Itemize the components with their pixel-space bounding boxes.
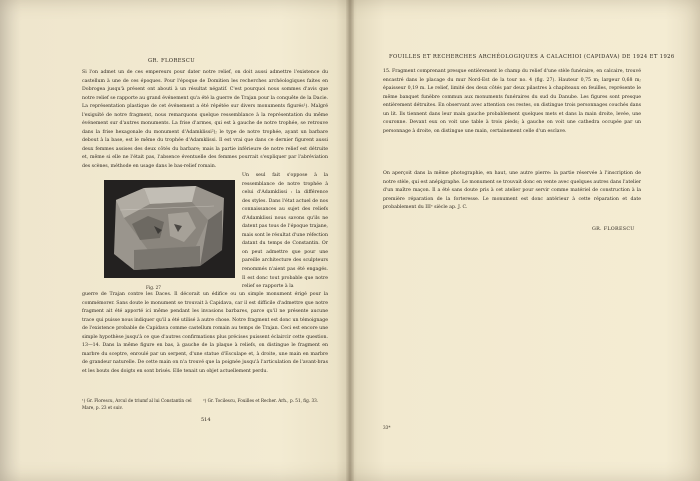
relief-fragment-image (104, 180, 235, 278)
right-paragraph-2: On aperçoit dans la même photographie, en haut, une autre pierre: la partie réservée à l'inscription de notre stèle, qui est anépigraphe. Le monument se trouvait donc en vente avec quelques autres dans l'atelier d'un maître maçon. Il a été sans doute pris à cet atelier pour servir comme matériel de construction à la première réparation de la forteresse. Le monument est donc antérieur à cette réparation et date probablement du IIIᵉ siècle ap. J. C. (383, 171, 641, 211)
left-page (0, 0, 348, 481)
right-running-head: FOUILLES ET RECHERCHES ARCHÉOLOGIQUES A CALACHIOI (CAPIDAVA) DE 1924 ET 1926 (389, 54, 675, 60)
left-wrap-paragraph: Un seul fait s'oppose à la ressemblance de notre trophée à celui d'Adamklissi : la différence des styles. Dans l'état actuel de nos connaissances au sujet des reliefs d'Adamklissi nous savons qu'ils ne datent pas tous de l'époque trajane, mais sont le résultat d'une réfection datant du temps de Constantin. Or on peut admettre que pour une pareille architecture des sculpteurs renommés n'aient pas été engagés. Il est donc tout probable que notre relief se rapporte à la (242, 173, 328, 290)
figure-caption: Fig. 27 (146, 285, 161, 290)
author-signature: GR. FLORESCU (592, 227, 635, 232)
right-page (352, 0, 700, 481)
left-page-number: 514 (201, 417, 211, 423)
right-page-number: 33* (383, 425, 391, 430)
left-paragraph-1: Si l'on admet un de ces empereurs pour dater notre relief, on doit aussi admettre l'existence du castellum à une de ces époques. Pour l'époque de Domitien les recherches archéologiques faites en Dobrogea jusqu'à présent ont abouti à un résultat négatif. C'est pourquoi nous sommes d'avis que notre relief se rapporte au grand événement qu'a été la guerre de Trajan pour la conquête de la Dacie. La représentation plastique de cet événement a été répétée sur divers monuments figurés¹). Malgré l'exiguïté de notre fragment, nous remarquons quelque ressemblance à la représentation du même événement sur d'autres monuments. La frise d'armes, qui est à gauche de notre trophée, se retrouve dans la frise hexagonale du monument d'Adamklissi²); le type de notre trophée, ayant un barbare debout à la base, est le même du trophée d'Adamklissi. Il est vrai que dans ce dernier figurent aussi deux femmes assises des deux côtés du barbare; mais la partie inférieure de notre relief est détruite et, même si elle ne l'était pas, l'absence éventuelle des femmes pourrait s'expliquer par l'abréviation des scènes, méthode en usage dans le bas-relief romain. (82, 70, 328, 170)
right-paragraph-1: 15. Fragment comprenant presque entièrement le champ du relief d'une stèle funéraire, en calcaire, trouvé encastré dans le placage du mur Nord-Est de la tour no. 4 (fig. 27). Hauteur 0,75 m; largeur 0,68 m; épaisseur 0,19 m. Le relief, limité des deux côtés par deux pilastres à chapiteaux en feuilles, représente le même banquet funèbre commun aux monuments funéraires du sud du Danube. Les figures sont presque entièrement détruites. En observant avec attention ces restes, on distingue trois personnages couchés dans un lit. Ils tiennent dans leur main gauche probablement quelques mets et dans la main droite, levée, une couronne. Devant eux on voit une table à trois pieds; à gauche on voit une cathedra occupée par un personnage à droite, on distingue une main, certainement celle d'un esclave. (383, 69, 641, 134)
figure-27-photo (104, 180, 235, 278)
footnote-2: ²) Gr. Tocilescu, Fouilles et Recher. Arh., p. 51, fig. 33. (203, 398, 319, 403)
footnote-1: ¹) Gr. Florescu, Arcul de triumf al lui Constantin cel Mare, p. 23 et suiv. (82, 398, 192, 410)
left-running-head: GR. FLORESCU (148, 58, 196, 64)
left-paragraph-2: guerre de Trajan contre les Daces. Il décorait un édifice ou un simple monument érigé pour la commémorer. Sans doute le monument se trouvait à Capidava, car il est difficile d'admettre que notre fragment ait été apporté ici même pendant les invasions barbares, parce qu'il ne présente aucune trace qui puisse nous indiquer qu'il a été utilisé à autre chose. Notre fragment est donc un témoignage de l'existence probable de Capidava comme castellum romain au temps de Trajan. Ceci est encore une simple hypothèse jusqu'à ce que d'autres confirmations plus précises puissent éclaircir cette question. 13—14. Dans la même figure en bas, à gauche de la plaque à reliefs, on distingue le fragment en marbre du sceptre, enroulé par un serpent, d'une statue d'Esculape et, à droite, une main en marbre de grandeur naturelle. De cette main on n'a trouvé que la poignée jusqu'à l'articulation de l'avant-bras et les bouts des doigts en sont brisés. Elle tenait un objet actuellement perdu. (82, 292, 328, 374)
